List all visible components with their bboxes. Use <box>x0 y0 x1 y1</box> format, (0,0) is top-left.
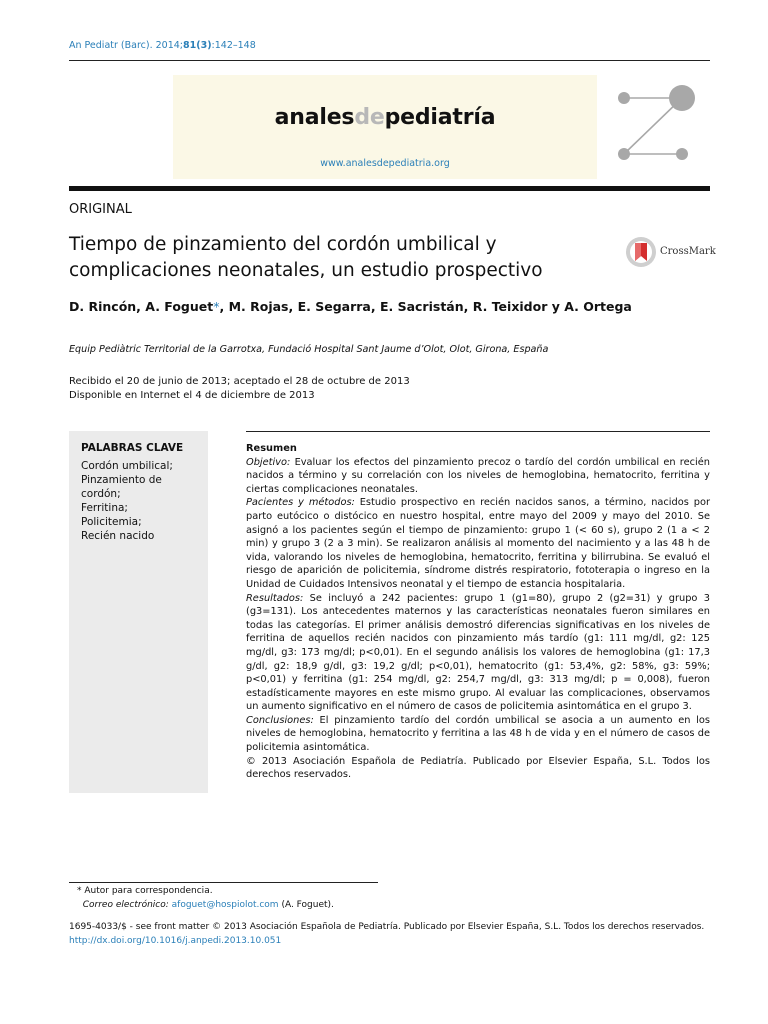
citation-line <box>69 40 256 51</box>
online-date: Disponible en Internet el 4 de diciembre de 2013 <box>69 390 315 401</box>
footnote-email-line <box>77 899 334 913</box>
title-line-2: complicaciones neonatales, un estudio prospectivo <box>69 260 543 281</box>
objective-label: Objetivo: <box>246 456 291 468</box>
citation-journal: An Pediatr (Barc). 2014; <box>69 40 184 51</box>
email-name: (A. Foguet). <box>281 899 334 910</box>
received-date: Recibido el 20 de junio de 2013; aceptado el 28 de octubre de 2013 <box>69 376 410 387</box>
authors-rest: , M. Rojas, E. Segarra, E. Sacristán, R. Teixidor y A. Ortega <box>219 299 632 314</box>
journal-banner <box>173 75 597 179</box>
header-thick-rule <box>69 186 710 191</box>
keyword-item: Ferritina; <box>81 502 128 514</box>
keywords-box <box>69 431 208 793</box>
methods-label: Pacientes y métodos: <box>246 497 355 509</box>
keywords-list <box>81 459 203 543</box>
abstract-copyright: © 2013 Asociación Española de Pediatría. Publicado por Elsevier España, S.L. Todos los derechos reservados. <box>246 755 710 781</box>
keyword-item: Recién nacido <box>81 530 155 542</box>
footnote-mark: * <box>77 886 82 896</box>
brand-part-3: pediatría <box>384 105 496 130</box>
bottom-info <box>69 920 719 948</box>
corresponding-author-mark[interactable]: * <box>213 299 220 314</box>
article-dates <box>69 375 410 403</box>
title-line-1: Tiempo de pinzamiento del cordón umbilical y <box>69 234 497 255</box>
conclusions-text: El pinzamiento tardío del cordón umbilical se asocia a un aumento en los niveles de hemoglobina, hematocrito y ferritina a las 48 h de vida y en el número de casos de policitemia asintomática. <box>246 714 710 754</box>
abstract-objective <box>246 456 710 497</box>
abstract-rule <box>246 431 710 432</box>
issn-line: 1695-4033/$ - see front matter © 2013 Asociación Española de Pediatría. Publicado por Elsevier España, S.L. Todos los derechos reservados. <box>69 922 705 932</box>
conclusions-label: Conclusiones: <box>246 714 314 726</box>
abstract-conclusions <box>246 714 710 755</box>
abstract-results <box>246 592 710 714</box>
keyword-item: Pinzamiento de cordón; <box>81 474 162 500</box>
abstract <box>246 442 710 782</box>
keyword-item: Policitemia; <box>81 516 142 528</box>
abstract-methods <box>246 496 710 591</box>
keyword-item: Cordón umbilical; <box>81 460 173 472</box>
journal-url-link[interactable]: www.analesdepediatria.org <box>320 158 450 169</box>
journal-brand <box>173 105 597 130</box>
footnote <box>77 885 334 912</box>
citation-pages: :142–148 <box>211 40 256 51</box>
email-label: Correo electrónico: <box>82 899 169 910</box>
brand-part-1: anales <box>274 105 355 130</box>
doi-link[interactable]: http://dx.doi.org/10.1016/j.anpedi.2013.10.051 <box>69 936 282 946</box>
molecule-logo-icon <box>612 82 702 166</box>
results-label: Resultados: <box>246 592 304 604</box>
objective-text: Evaluar los efectos del pinzamiento precoz o tardío del cordón umbilical en recién nacidos a término y su correlación con los niveles de hemoglobina, hematocrito, ferritina y ciertas complicaciones neonatales. <box>246 456 710 495</box>
affiliation: Equip Pediàtric Territorial de la Garrotxa, Fundació Hospital Sant Jaume d’Olot, Olot, Girona, España <box>69 344 549 355</box>
footnote-correspondence <box>77 885 334 899</box>
methods-text: Estudio prospectivo en recién nacidos sanos, a término, nacidos por parto eutócico o distócico en nuestro hospital, entre mayo del 2009 y mayo del 2010. Se asignó a los pacientes según el tiempo de pinzamiento: grupo 1 (< 60 s), grupo 2 (1 a < 2 min) y grupo 3 (2 a 3 min). Se realizaron análisis al momento del nacimiento y a las 48 h de vida, valorando los niveles de hemoglobina, hematocrito, ferritina y bilirrubina. Se evaluó el riesgo de aparición de policitemia, síndrome distrés respiratorio, fototerapia o ingreso en la Unidad de Cuidados Intensivos neonatal y el tiempo de estancia hospitalaria. <box>246 497 710 590</box>
footnote-rule <box>69 882 378 883</box>
article-title <box>69 232 609 284</box>
brand-part-2: de <box>354 105 385 130</box>
abstract-heading: Resumen <box>246 443 297 454</box>
article-section-label: ORIGINAL <box>69 202 132 217</box>
crossmark-label[interactable]: CrossMark <box>660 246 716 257</box>
authors-first: D. Rincón, A. Foguet <box>69 299 214 314</box>
top-rule <box>69 60 710 61</box>
keywords-heading: PALABRAS CLAVE <box>81 442 184 454</box>
email-link[interactable]: afoguet@hospiolot.com <box>171 899 279 910</box>
correspondence-text: Autor para correspondencia. <box>84 886 213 896</box>
citation-volume: 81(3) <box>183 40 212 51</box>
author-list <box>69 299 632 314</box>
results-text: Se incluyó a 242 pacientes: grupo 1 (g1=80), grupo 2 (g2=31) y grupo 3 (g3=131). Los antecedentes maternos y las características neonatales fueron similares en todas las categorías. El primer análisis demostró diferencias significativas en los niveles de ferritina de aquellos recién nacidos con pinzamiento más tardío (g1: 111 mg/dl, g2: 125 mg/dl, g3: 173 mg/dl; p<0,01). En el segundo análisis los valores de hemoglobina (g1: 17,3 g/dl, g2: 18,9 g/dl, g3: 19,2 g/dl; p<0,01), hematocrito (g1: 53,4%, g2: 58%, g3: 59%; p<0,01) y ferritina (g1: 254 mg/dl, g2: 254,7 mg/dl, g3: 313 mg/dl; p = 0,008), fueron estadísticamente mayores en este mismo grupo. Al evaluar las complicaciones, observamos un aumento significativo en el número de casos de policitemia asintomática en el grupo 3. <box>246 592 710 713</box>
